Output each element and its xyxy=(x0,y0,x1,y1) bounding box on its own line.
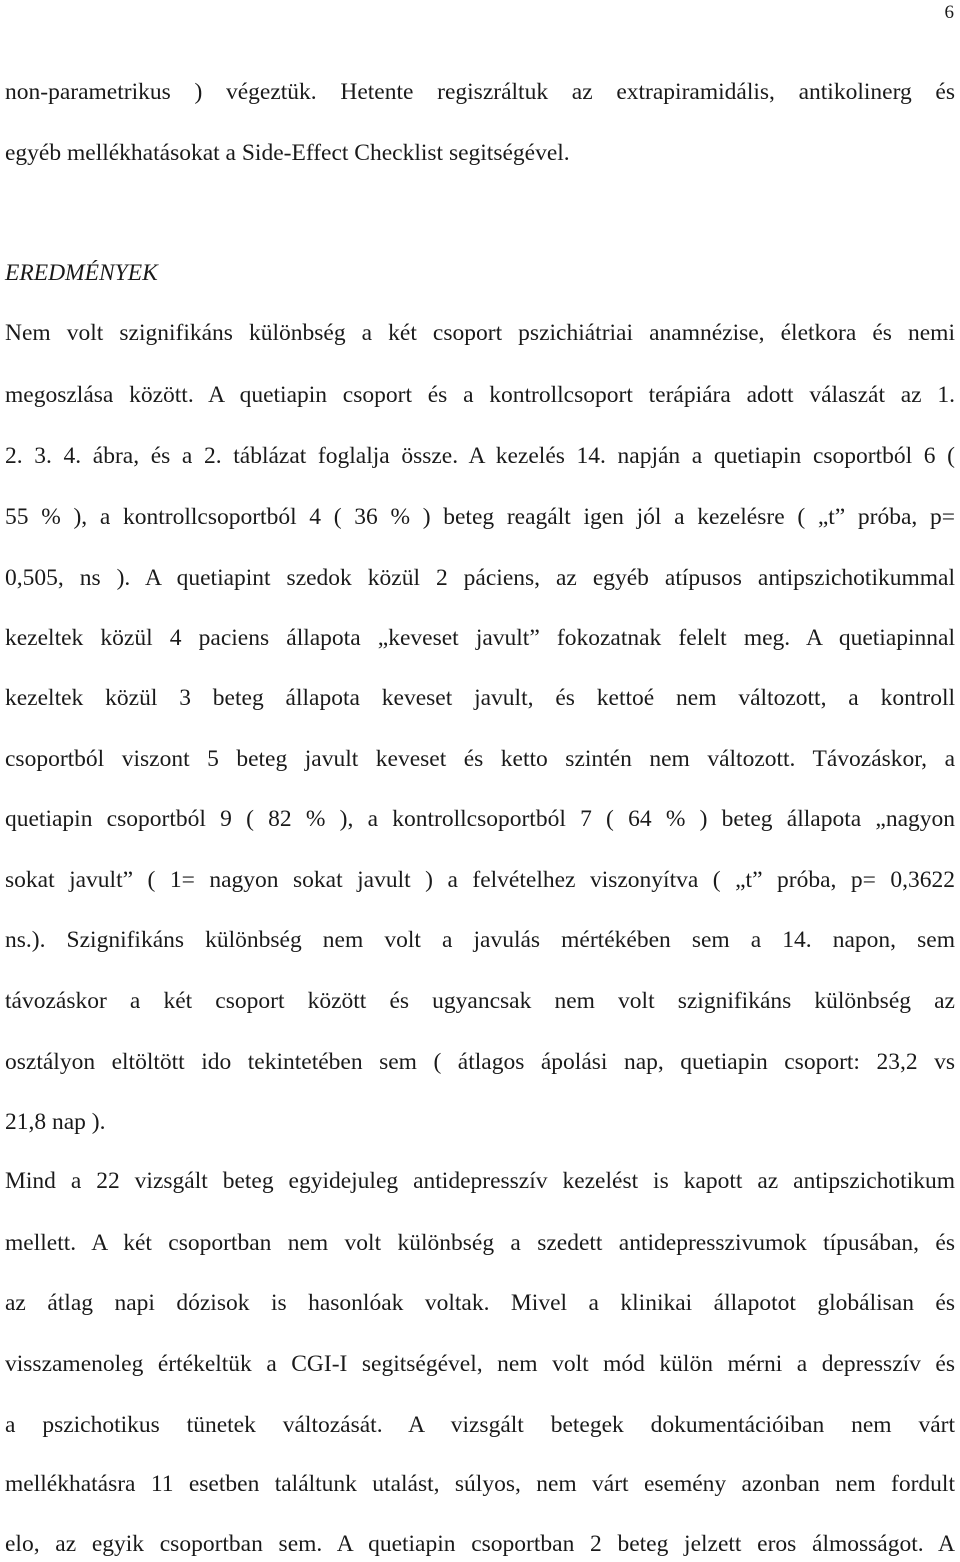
text-line: quetiapin csoportból 9 ( 82 % ), a kontrollcsoportból 7 ( 64 % ) beteg állapota „nagyon xyxy=(5,806,955,832)
page-number: 6 xyxy=(944,2,954,23)
text-line: az átlag napi dózisok is hasonlóak voltak. Mivel a klinikai állapotot globálisan és xyxy=(5,1290,955,1316)
text-line: sokat javult” ( 1= nagyon sokat javult ) a felvételhez viszonyítva ( „t” próba, p= 0,3622 xyxy=(5,867,955,893)
section-heading: EREDMÉNYEK xyxy=(5,260,158,286)
text-line: megoszlása között. A quetiapin csoport és a kontrollcsoport terápiára adott válaszát az 1. xyxy=(5,382,955,408)
text-line: non-parametrikus ) végeztük. Hetente regiszráltuk az extrapiramidális, antikolinerg és xyxy=(5,79,955,105)
text-line: 21,8 nap ). xyxy=(5,1109,106,1135)
text-line: Nem volt szignifikáns különbség a két csoport pszichiátriai anamnézise, életkora és nemi xyxy=(5,320,955,346)
text-line: 55 % ), a kontrollcsoportból 4 ( 36 % ) beteg reagált igen jól a kezelésre ( „t” próba, p= xyxy=(5,504,955,530)
text-line: 0,505, ns ). A quetiapint szedok közül 2 páciens, az egyéb atípusos antipszichotikummal xyxy=(5,565,955,591)
text-line: visszamenoleg értékeltük a CGI-I segitségével, nem volt mód külön mérni a depresszív és xyxy=(5,1351,955,1377)
text-line: egyéb mellékhatásokat a Side-Effect Checklist segitségével. xyxy=(5,140,570,166)
text-line: kezeltek közül 4 paciens állapota „keveset javult” fokozatnak felelt meg. A quetiapinnal xyxy=(5,625,955,651)
text-line: ns.). Szignifikáns különbség nem volt a javulás mértékében sem a 14. napon, sem xyxy=(5,927,955,953)
text-line: elo, az egyik csoportban sem. A quetiapin csoportban 2 beteg jelzett eros álmosságot. A xyxy=(5,1531,955,1557)
text-line: 2. 3. 4. ábra, és a 2. táblázat foglalja össze. A kezelés 14. napján a quetiapin csoportból 6 ( xyxy=(5,443,955,469)
text-line: mellékhatásra 11 esetben találtunk utalást, súlyos, nem várt esemény azonban nem fordult xyxy=(5,1471,955,1497)
text-line: osztályon eltöltött ido tekintetében sem ( átlagos ápolási nap, quetiapin csoport: 23,2 vs xyxy=(5,1049,955,1075)
text-line: távozáskor a két csoport között és ugyancsak nem volt szignifikáns különbség az xyxy=(5,988,955,1014)
text-line: kezeltek közül 3 beteg állapota keveset javult, és kettoé nem változott, a kontroll xyxy=(5,685,955,711)
text-line: csoportból viszont 5 beteg javult keveset és ketto szintén nem változott. Távozáskor, a xyxy=(5,746,955,772)
text-line: a pszichotikus tünetek változását. A vizsgált betegek dokumentációiban nem várt xyxy=(5,1412,955,1438)
text-line: mellett. A két csoportban nem volt különbség a szedett antidepresszivumok típusában, és xyxy=(5,1230,955,1256)
text-line: Mind a 22 vizsgált beteg egyidejuleg antidepresszív kezelést is kapott az antipszichotikum xyxy=(5,1168,955,1194)
